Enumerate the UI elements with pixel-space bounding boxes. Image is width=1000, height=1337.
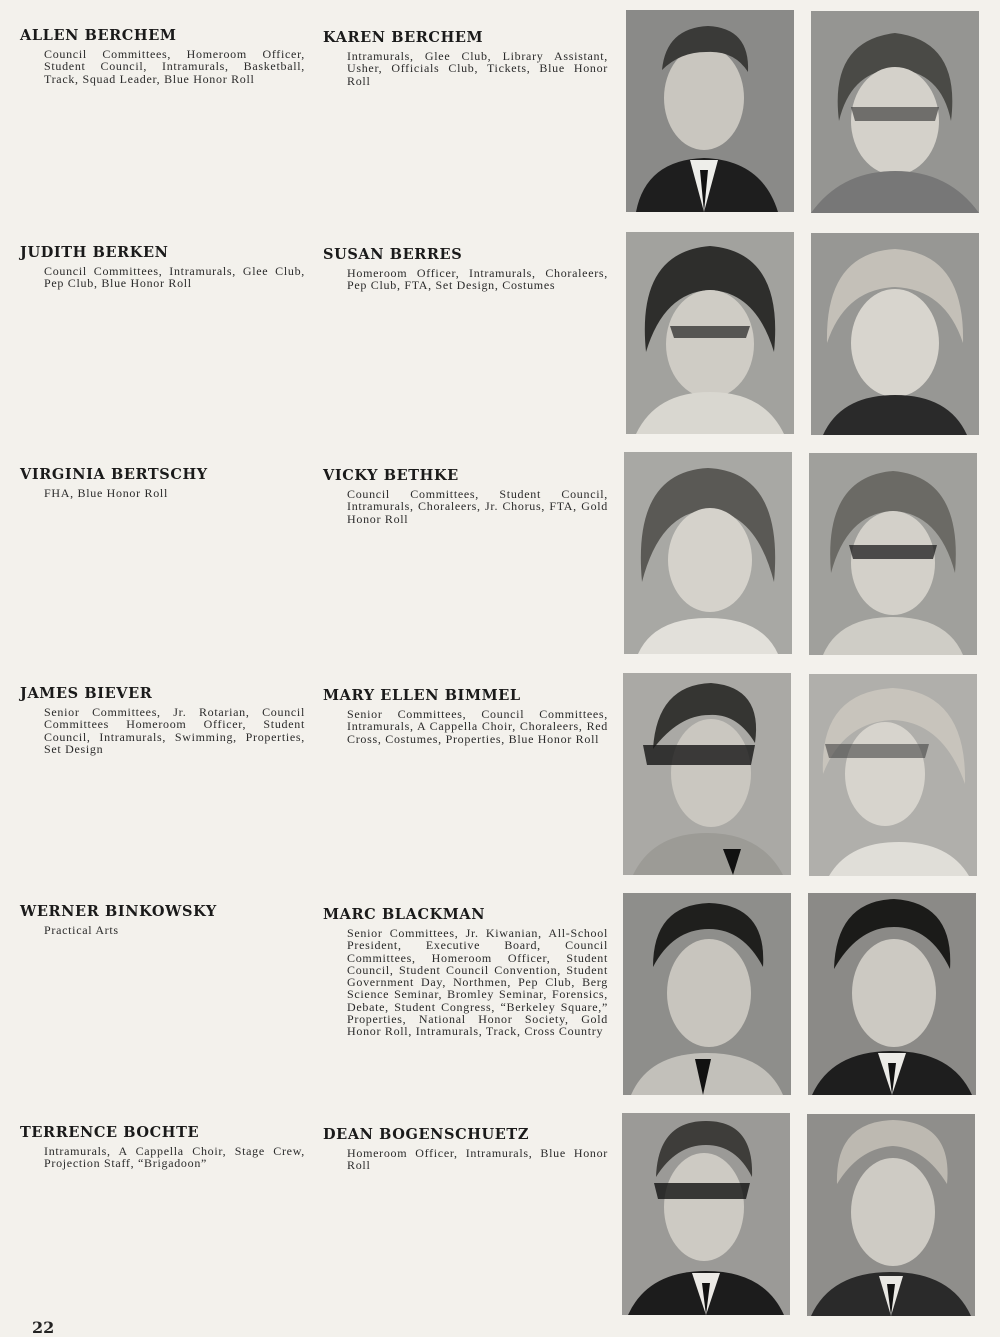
student-activities: Senior Committees, Jr. Kiwanian, All-School President, Executive Board, Council Committees, Homeroom Officer, Student Council, Student Council Convention, Student Government Day, Northmen, Pep Club, Berg Science Seminar, Bromley Seminar, Forensics, Debate, Student Congress, “Berkeley Square,” Properties, National Honor Society, Gold Honor Roll, Intramurals, Track, Cross Country [347,926,608,1039]
portrait-photo [807,1114,975,1316]
student-name: MARC BLACKMAN [323,906,486,923]
student-entry [323,906,608,1038]
student-activities: Senior Committees, Council Committees, Intramurals, A Cappella Choir, Choraleers, Red Cross, Costumes, Properties, Blue Honor Roll [347,707,608,746]
student-name: KAREN BERCHEM [323,29,484,46]
student-entry [20,27,305,85]
student-activities: Homeroom Officer, Intramurals, Choraleers, Pep Club, FTA, Set Design, Costumes [347,266,608,293]
student-activities: Council Committees, Student Council, Intramurals, Choraleers, Jr. Chorus, FTA, Gold Honor Roll [347,487,608,526]
portrait-photo [623,673,791,875]
student-name: ALLEN BERCHEM [20,27,177,44]
portrait-photo [809,453,977,655]
page-number: 22 [32,1318,55,1337]
portrait-photo [811,233,979,435]
student-entry [323,687,608,745]
student-entry [323,1126,608,1172]
student-activities: Practical Arts [44,923,119,937]
student-activities: Council Committees, Intramurals, Glee Club, Pep Club, Blue Honor Roll [44,264,305,291]
portrait-photo [811,11,979,213]
student-activities: Senior Committees, Jr. Rotarian, Council Committees Homeroom Officer, Student Council, Intramurals, Swimming, Properties, Set Design [44,705,305,756]
student-activities: Intramurals, A Cappella Choir, Stage Crew, Projection Staff, “Brigadoon” [44,1144,305,1171]
portrait-photo [623,893,791,1095]
portrait-photo [626,232,794,434]
portrait-photo [808,893,976,1095]
student-name: VIRGINIA BERTSCHY [20,466,208,483]
portrait-photo [626,10,794,212]
student-activities: Intramurals, Glee Club, Library Assistant, Usher, Officials Club, Tickets, Blue Honor Roll [347,49,608,88]
student-name: TERRENCE BOCHTE [20,1124,200,1141]
student-name: DEAN BOGENSCHUETZ [323,1126,530,1143]
student-entry [20,903,305,936]
portrait-photo [622,1113,790,1315]
portrait-photo [809,674,977,876]
portrait-photo [624,452,792,654]
student-name: JUDITH BERKEN [20,244,169,261]
student-entry [20,1124,305,1170]
student-name: WERNER BINKOWSKY [20,903,217,920]
student-entry [323,246,608,292]
student-name: JAMES BIEVER [20,685,153,702]
student-entry [323,467,608,525]
student-activities: Council Committees, Homeroom Officer, Student Council, Intramurals, Basketball, Track, Squad Leader, Blue Honor Roll [44,47,305,86]
student-entry [20,685,305,755]
student-name: MARY ELLEN BIMMEL [323,687,521,704]
student-entry [323,29,608,87]
student-activities: Homeroom Officer, Intramurals, Blue Honor Roll [347,1146,608,1173]
student-entry [20,244,305,290]
student-entry [20,466,305,499]
student-activities: FHA, Blue Honor Roll [44,486,169,500]
student-name: VICKY BETHKE [323,467,459,484]
student-name: SUSAN BERRES [323,246,463,263]
